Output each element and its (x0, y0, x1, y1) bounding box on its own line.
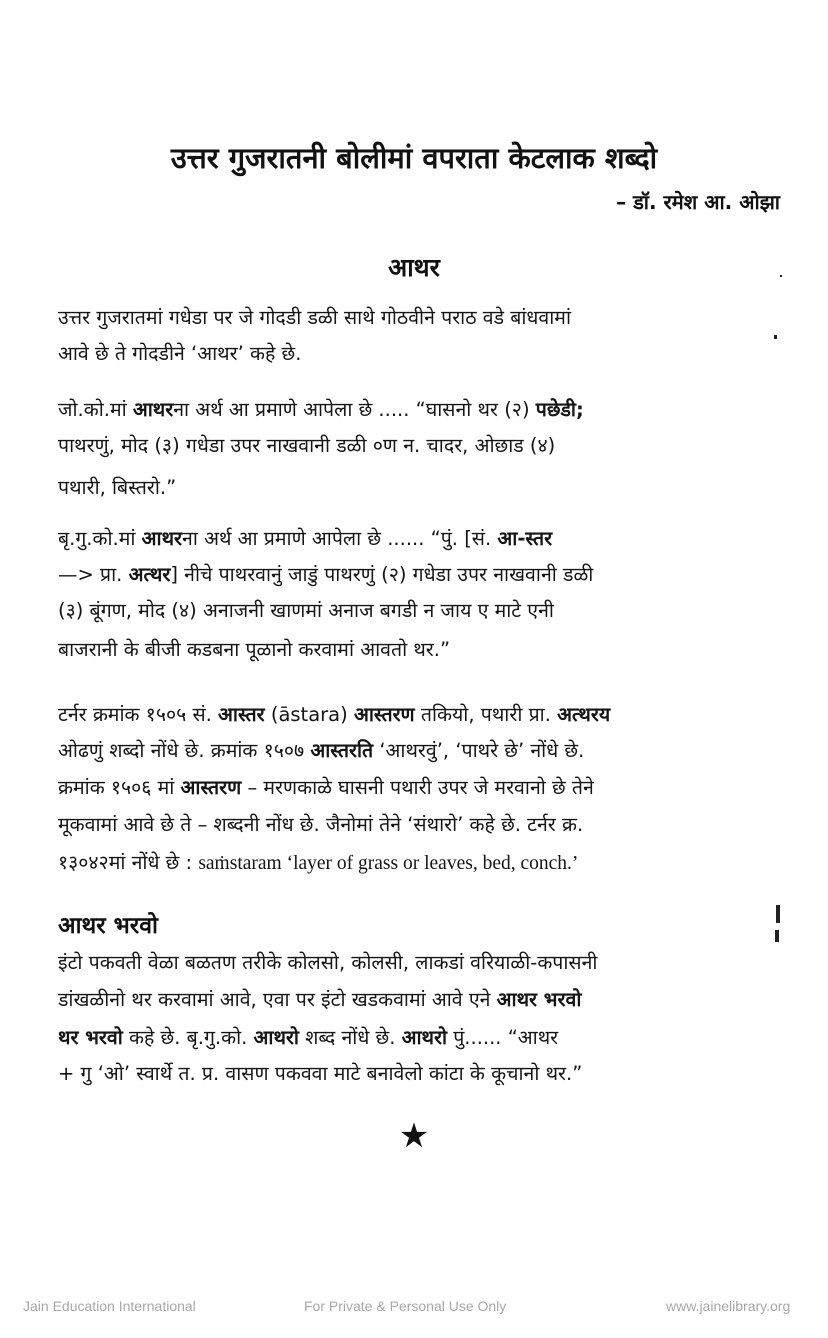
scan-speck (775, 930, 779, 942)
bold-term: आस्तर (218, 703, 265, 726)
text-line (58, 428, 783, 464)
text-line (58, 982, 783, 1018)
bold-term: आथरो (401, 1026, 448, 1049)
bold-term: अत्थरय (557, 703, 611, 726)
section-heading-athar: आथर (388, 253, 440, 282)
text-run: टर्नर क्रमांक १५०५ सं. (58, 703, 219, 726)
text-run: – मरणकाळे घासनी पथारी उपर जे मरवानो छे तेने (241, 776, 594, 799)
bold-term: पछेडी; (535, 398, 584, 421)
text-line (58, 521, 783, 557)
scan-speck (774, 335, 777, 339)
bold-term: थर भरवो (58, 1026, 123, 1049)
text-run: १३०४२मां नोंधे छे : (58, 851, 199, 874)
text-line (58, 845, 783, 882)
footer-website-link[interactable]: www.jainelibrary.org (666, 1298, 791, 1314)
text-run: उत्तर गुजरातमां गधेडा पर जे गोदडी डळी साथे गोठवीने पराठ वडे बांधवामां (58, 306, 572, 329)
text-run: ना अर्थ आ प्रमाणे आपेला छे ...... “पुं. [सं. (182, 527, 498, 550)
text-run: saṁstaram ‘layer of grass or leaves, bed, conch.’ (198, 853, 579, 874)
text-run: कहे छे. बृ.गु.को. (122, 1026, 254, 1049)
text-run: मूकवामां आवे छे ते – शब्दनी नोंध छे. जैनोमां तेने ‘संथारो’ कहे छे. टर्नर क्र. (58, 813, 584, 836)
bold-term: आस्तरण (180, 776, 242, 799)
section-heading-athar-bharvo: आथर भरवो (58, 913, 158, 939)
text-run: ओढणुं शब्दो नोंधे छे. क्रमांक १५०७ (58, 739, 311, 762)
text-run: पथारी, बिस्तरो.” (58, 476, 177, 499)
article-title: उत्तर गुजरातनी बोलीमां वपराता केटलाक शब्दो (170, 141, 658, 175)
end-star-icon: ★ (398, 1116, 430, 1156)
text-line (58, 733, 783, 769)
footer-usage-note: For Private & Personal Use Only (304, 1298, 507, 1314)
text-run: शब्द नोंधे छे. (298, 1026, 402, 1049)
bold-term: आथरो (253, 1026, 299, 1049)
text-run: ‘आथरवुं’, ‘पाथरे छे’ नोंधे छे. (373, 739, 585, 762)
text-line (58, 557, 783, 593)
bold-term: आथर (132, 398, 174, 421)
text-run: (३) बूंगण, मोद (४) अनाजनी खाणमां अनाज बगडी न जाय ए माटे एनी (58, 599, 554, 622)
text-run: पाथरणुं, मोद (३) गधेडा उपर नाखवानी डळी ०ण न. चादर, ओछाड (४) (58, 434, 556, 457)
text-run: पुं...... “आथर (447, 1026, 559, 1049)
text-run: जो.को.मां (58, 398, 133, 421)
scan-speck (776, 905, 780, 923)
text-line (58, 945, 783, 981)
author-byline: – डॉ. रमेश आ. ओझा (616, 190, 780, 214)
text-line (58, 336, 783, 372)
text-line (58, 770, 783, 806)
footer-publisher: Jain Education International (23, 1298, 196, 1314)
text-run: इंटो पकवती वेळा बळतण तरीके कोलसो, कोलसी, लाकडां वरियाळी-कपासनी (58, 951, 598, 974)
bold-term: आ-स्तर (497, 527, 553, 550)
text-line (58, 807, 783, 843)
text-run: ] नीचे पाथरवानुं जाडुं पाथरणुं (२) गधेडा उपर नाखवानी डळी (170, 563, 594, 586)
text-run: ना अर्थ आ प्रमाणे आपेला छे ..... “घासनो थर (२) (173, 398, 536, 421)
text-line (58, 300, 783, 336)
text-line (58, 470, 783, 506)
text-line (58, 1020, 783, 1056)
text-line (58, 1056, 783, 1092)
text-line (58, 697, 783, 733)
text-run: डांखळीनो थर करवामां आवे, एवा पर इंटो खडकवामां आवे एने (58, 988, 497, 1011)
bold-term: आथर (141, 527, 183, 550)
text-run: बाजरानी के बीजी कडबना पूळानो करवामां आवतो थर.” (58, 638, 451, 661)
text-line (58, 593, 783, 629)
text-run: (āstara) (264, 703, 354, 726)
text-run: क्रमांक १५०६ मां (58, 776, 181, 799)
text-run: बृ.गु.को.मां (58, 527, 142, 550)
text-line (58, 632, 783, 668)
text-run: आवे छे ते गोदडीने ‘आथर’ कहे छे. (58, 342, 302, 365)
text-run: तकियो, पथारी प्रा. (414, 703, 558, 726)
bold-term: अत्थर (128, 563, 171, 586)
scan-speck (780, 275, 782, 277)
bold-term: आस्तरति (310, 739, 374, 762)
bold-term: आस्तरण (353, 703, 415, 726)
text-run: + गु ‘ओ’ स्वार्थे त. प्र. वासण पकववा माटे बनावेलो कांटा के कूचानो थर.” (58, 1062, 583, 1085)
text-run: —> प्रा. (58, 563, 129, 586)
text-line (58, 392, 783, 428)
bold-term: आथर भरवो (496, 988, 582, 1011)
